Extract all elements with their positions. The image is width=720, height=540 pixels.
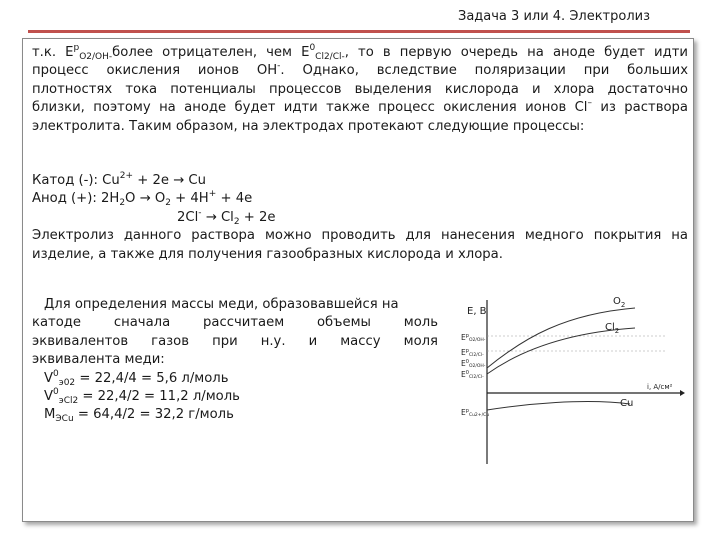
e-label-p-o2: $E^р_{O2/OH-}$ — [461, 333, 486, 343]
reactions-block — [32, 172, 688, 264]
title-underline — [28, 30, 690, 33]
application-note-1: Электролиз данного раствора можно проводить для нанесения медного покрытия на — [32, 228, 688, 244]
curve-o2 — [487, 308, 635, 368]
application-note-2: изделие, а также для получения газообразных кислорода и хлора. — [32, 246, 503, 262]
intro-line-1: т.к. $E^p_{O2/OH-}более$ отрицателен, чем $E^0_{Cl2/Cl-}$, то в первую очередь на аноде будет идти — [32, 43, 688, 62]
calc-line-3: эквивалентов газов при н.у. и массу моля — [32, 333, 438, 349]
calculation-paragraph — [32, 296, 438, 425]
e-label-p-cl2: $E^р_{Cl2/Cl-}$ — [461, 348, 484, 358]
e-label-p-cu: $E^р_{Cu2+/Cu}$ — [461, 408, 490, 418]
cathode-reaction: Катод (-): $Cu^{2+} + 2e \to Cu$ — [32, 171, 206, 188]
anode-reaction-chlorine: $2Cl^- \to Cl_2 + 2e$ — [177, 207, 276, 227]
e-label-0-cl2: $E^0_{Cl2/Cl-}$ — [461, 370, 484, 380]
calc-line-2: катоде сначала рассчитаем объемы моль — [32, 315, 438, 331]
calc-line-1: Для определения массы меди, образовавшейся на — [44, 297, 399, 312]
anode-reaction-oxygen: Анод (+): $2H_2O \to O_2 + 4H^+ + 4e$ — [32, 189, 253, 209]
curve-o2-label: $O_2$ — [613, 296, 626, 309]
x-axis-arrow-icon — [680, 390, 685, 396]
curve-cu-label: Cu — [620, 398, 634, 409]
y-axis-label: E, B — [467, 306, 487, 317]
curve-cl2-label: $Cl_2$ — [605, 322, 620, 335]
volume-o2-formula: $V^0_{э02} = 22,4/4 = 5,6$ л/моль — [44, 368, 229, 388]
x-axis-label: i, A/см² — [647, 383, 673, 391]
volume-cl2-formula: $V^0_{эCl2} = 22,4/2 = 11,2$ л/моль — [44, 387, 240, 407]
e-label-0-o2: $E^0_{O2/OH-}$ — [461, 359, 486, 369]
intro-line-2: процесс окисления ионов OH-. Однако, вследствие поляризации при больших — [32, 61, 688, 79]
intro-line-4: близки, поэтому на аноде будет идти также процесс окисления ионов Cl– из раствора — [32, 98, 688, 116]
intro-paragraph — [32, 44, 688, 136]
curve-cu — [487, 402, 630, 410]
intro-line-5: электролита. Таким образом, на электродах протекают следующие процессы: — [32, 118, 585, 134]
slide-title: Задача 3 или 4. Электролиз — [458, 9, 650, 24]
mass-cu-formula: $M_{ЭCu} = 64,4/2 = 32,2$ г/моль — [44, 407, 234, 425]
calc-line-4: эквивалента меди: — [32, 352, 165, 368]
intro-line-3: плотностях тока потенциалы процессов выделения кислорода и хлора достаточно — [32, 81, 688, 97]
polarization-diagram — [455, 292, 685, 472]
